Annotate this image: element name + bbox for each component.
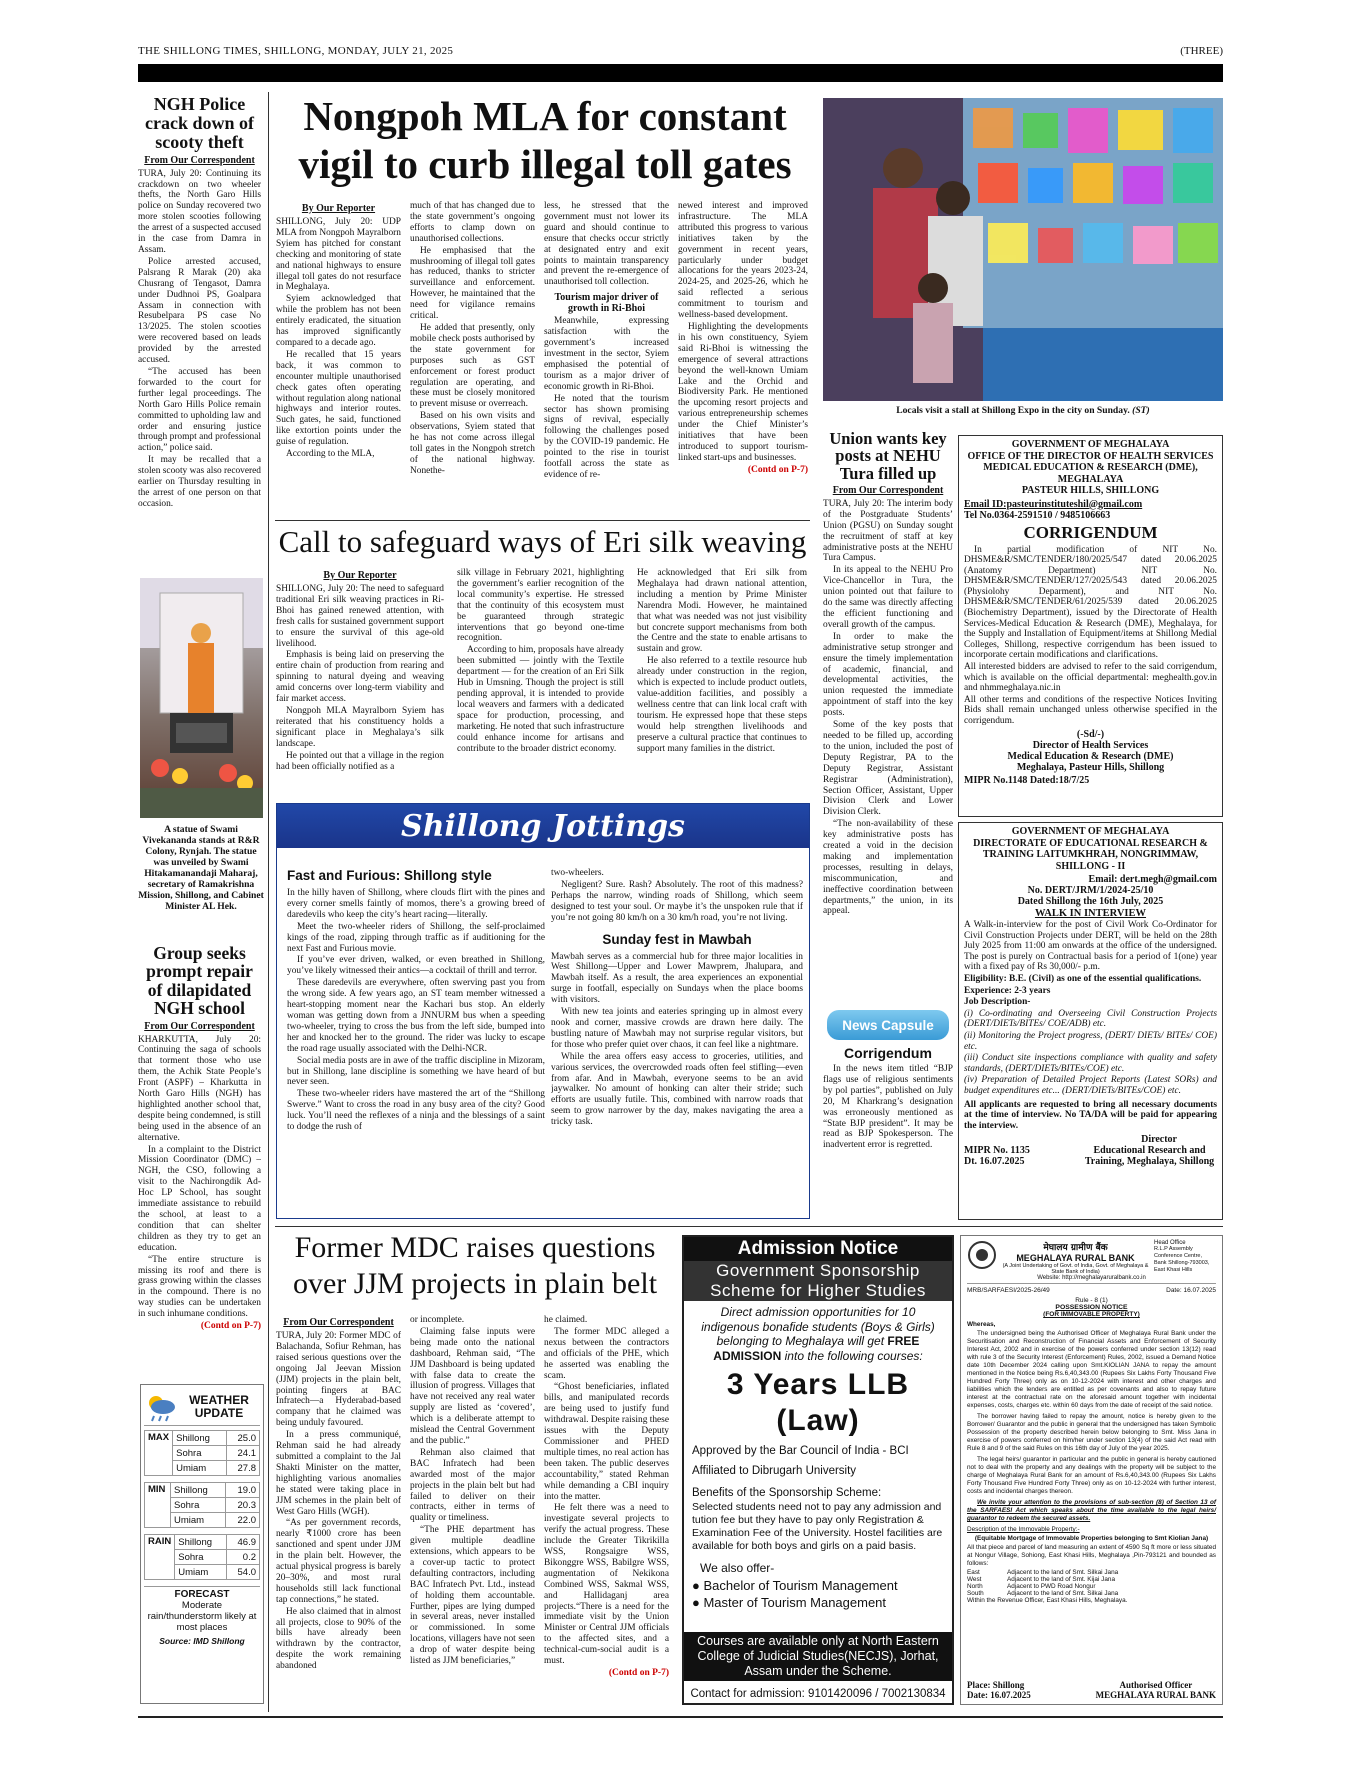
weather-source: Source: IMD Shillong xyxy=(159,1636,245,1646)
paragraph: If you’ve ever driven, walked, or even breathed in Shillong, you’ve likely witnessed their antics—a cocktail of thrill and terror. xyxy=(287,955,545,977)
nehu-byline: From Our Correspondent xyxy=(832,484,944,496)
admission-footer: Courses are available only at North Eastern College of Judicial Studies(NECJS), Jorhat, Assam under the Scheme. xyxy=(684,1632,952,1681)
mrb-para: The legal heirs/ guarantor in particular and the public in general is hereby cautioned not to deal with the property and any dealings with the property will be subject to the charge of Meghalaya Rural Bank for an amount of Rs.6,40,343.00 (Rupees Six Lakhs Forty Thousand Five Hundred Forty Three) only as on 10-12-2024 with further interest, costs and incidental charges thereon. xyxy=(967,1456,1216,1495)
paragraph: Social media posts are in awe of the traffic discipline in Mizoram, but in Shillong, lane discipline is something we have heard of but never seen. xyxy=(287,1055,545,1088)
paragraph: In its appeal to the NEHU Pro Vice-Chancellor in Tura, the union pointed out that failure to do the same was directly affecting the efficient functioning and overall growth of the campus. xyxy=(823,565,953,630)
dert-eligibility: Eligibility: B.E. (Civil) as one of the essential qualifications. xyxy=(964,973,1202,984)
mdc-byline: From Our Correspondent xyxy=(283,1317,394,1328)
paragraph: Police arrested accused, Palsrang R Marak (20) aka Chusrang of Tengasot, Damra under Dudhnoi PS, Goalpara Assam in connection with Resubelpara PS case No 13/2025. The stolen scooties were recovered based on leads provided by the arrested accused. xyxy=(138,256,261,366)
capsule-title: Corrigendum xyxy=(844,1045,932,1061)
bound-dir: North xyxy=(967,1583,983,1590)
free-admission: FREE ADMISSION xyxy=(713,1334,920,1363)
min-label: MIN xyxy=(145,1483,171,1528)
mrb-ref: MRB/SARFAESI/2025-26/49 xyxy=(967,1287,1050,1294)
bound-dir: South xyxy=(967,1590,984,1597)
dhs-sd: (-Sd/-) xyxy=(1076,728,1105,740)
dhs-signer: Meghalaya, Pasteur Hills, Shillong xyxy=(1016,761,1165,773)
paragraph: TURA, July 20: Continuing its crackdown on two wheeler thefts, the North Garo Hills police on Sunday recovered two more stolen scooties following the arrest of a suspected accused in the case from Damra in Assam. xyxy=(138,168,261,256)
nongpoh-byline: By Our Reporter xyxy=(301,203,376,214)
offer-item: ● Master of Tourism Management xyxy=(692,1595,887,1610)
nongpoh-col-2 xyxy=(410,201,535,513)
mrb-pdate: Date: 16.07.2025 xyxy=(967,1690,1031,1700)
section-divider xyxy=(275,1226,1223,1227)
mrb-para: The undersigned being the Authorised Officer of Meghalaya Rural Bank under the Securitisation and Reconstruction of Financial Assets and Enforcement of Security Interest Act, 2002 and in exercise of the powers conferred under section 13(12) read with rule 3 of the Security Interest (Enforcement) Rules, 2002, issued a Demand Notice date 10th December 2024 calling upon Smt.KIOLIAN JANA to repay the amount mentioned in the Notice being Rs.6,40,343.00 (Rupees Six Lakhs Forty Thousand Five Hundred Forty Three) only as on 10-12-2024 with interest and other charges and liabilities which the lenders are entitled as per covenants and also to repay future interest at the contractual rate on the aforesaid amount together with incidental expenses, costs, charges etc. within 60 days from the date of receipt of the said notice. xyxy=(967,1330,1216,1409)
mrb-bounds xyxy=(967,1569,1216,1597)
dert-no: No. DERT/JRM/1/2024-25/10 xyxy=(1027,885,1154,896)
value: 24.1 xyxy=(226,1446,259,1461)
paragraph: “As per government records, nearly ₹1000 crore has been sanctioned and spent under JJM in the plain belt. However, the actual physical progress is barely 20–30%, and most rural households still lack functional tap connections,” he stated. xyxy=(276,1518,401,1605)
bound-row xyxy=(967,1569,1216,1576)
paragraph: The former MDC alleged a nexus between the contractors and officials of the PHE, which he asserted was enabling the scam. xyxy=(544,1326,669,1381)
fast-furious-col-2 xyxy=(551,868,803,1213)
paragraph: Rehman also claimed that BAC Infratech had been awarded most of the major projects in the plain belt but had failed to deliver on their contracts, either in terms of quality or timeliness. xyxy=(410,1447,535,1524)
bound-row xyxy=(967,1583,1216,1590)
bound-dir: East xyxy=(967,1569,980,1576)
nongpoh-headline-text: Nongpoh MLA for constant vigil to curb illegal toll gates xyxy=(298,93,792,187)
admission-notice xyxy=(682,1235,954,1705)
dhs-body-2: All interested bidders are advised to refer to the said corrigendum, which is available on the official departmental: meghealth.gov.in and nhmmeghalaya.nic.in xyxy=(964,662,1217,694)
paragraph: With new tea joints and eateries springing up in almost every nook and corner, massive crowds are drawn here daily. The bustling nature of Mawbah may not surprise regular visitors, but for those who prefer quiet over chaos, it can feel like a nightmare. xyxy=(551,1007,803,1050)
dert-job-description: Job Description- xyxy=(964,997,1031,1008)
dert-experience: Experience: 2-3 years xyxy=(964,985,1051,996)
mrb-auth: Authorised Officer xyxy=(1119,1680,1193,1690)
dert-duty: (ii) Monitoring the Project progress, (DERT/ DIETs/ BITEs/ COE) etc. xyxy=(964,1030,1217,1052)
paragraph: SHILLONG, July 20: The need to safeguard traditional Eri silk weaving practices in Ri-Bhoi has gained renewed attention, with fresh calls for sustained government support to ensure the survival of this age-old livelihood. xyxy=(276,584,444,649)
weather-cloud-icon xyxy=(144,1391,178,1423)
expo-credit: (ST) xyxy=(1132,405,1150,416)
value: 27.8 xyxy=(226,1461,259,1476)
eri-col-3 xyxy=(637,568,807,794)
paragraph: In order to make the administrative setup stronger and ensure the timely implementation of academic, financial, and developmental activities, the union requested the immediate appointment of staff into the key posts. xyxy=(823,631,953,719)
dert-duty: (iii) Conduct site inspections compliance with quality and safety standards, (DERT/DIETs/BITEs/COE) etc. xyxy=(964,1053,1217,1074)
weather-header xyxy=(144,1388,260,1426)
dert-mipr: MIPR No. 1135 xyxy=(964,1145,1030,1157)
value: 19.0 xyxy=(225,1483,259,1498)
rain-label: RAIN xyxy=(145,1535,175,1580)
admission-sub1: Government Sponsorship xyxy=(684,1261,952,1281)
news-capsule-badge xyxy=(827,1010,949,1040)
expo-illustration xyxy=(823,98,1223,401)
dhs-line: GOVERNMENT OF MEGHALAYA xyxy=(1011,439,1170,450)
masthead xyxy=(138,44,1223,62)
paragraph: Nongpoh MLA Mayralborn Syiem has reiterated that his constituency holds a significant place in Meghalaya’s silk landscape. xyxy=(276,705,444,749)
bank-address: R.L.P Assembly Conference Centre, Bank Shillong-793003, East Khasi Hills xyxy=(1154,1246,1210,1273)
nongpoh-col-4 xyxy=(678,201,808,513)
weather-title: WEATHER UPDATE xyxy=(189,1392,249,1420)
dert-signer: Director xyxy=(1141,1134,1177,1146)
benefits-text: Selected students need not to pay any admission and tution fee but they have to pay only Registration & Examination Fee of the University. Hostel facilities are available for both boys and girls on a paid basis. xyxy=(692,1501,943,1552)
place: Shillong xyxy=(175,1535,227,1550)
paragraph: These daredevils are everywhere, often swerving past you from the wrong side. A few years ago, an ST team member witnessed a heart-stopping moment near the Kachari bus stop. An elderly woman was getting down from a JNNURM bus when a speeding two-wheeler, trying to cross the bus from the left side, bumped into her and knocked her to the ground. The rider was lucky to escape the road rage usually associated with the Delhi-NCR. xyxy=(287,978,545,1054)
affiliation-text: Affiliated to Dibrugarh University xyxy=(692,1465,857,1477)
page-number: (THREE) xyxy=(1180,45,1223,57)
mrb-ref-row xyxy=(967,1287,1216,1294)
paragraph: These two-wheeler riders have mastered the art of the “Shillong Swerve.” Want to cross the road in any busy area of the city? Good luck. You’ll need the reflexes of a ninja and the blessings of a saint to dodge the rush of xyxy=(287,1089,545,1133)
eri-divider xyxy=(275,520,810,521)
paragraph: TURA, July 20: The interim body of the Postgraduate Students’ Union (PGSU) on Sunday sought the recruitment of staff at key administrative posts at the NEHU Tura Campus. xyxy=(823,498,953,564)
ngh-police-byline: From Our Correspondent xyxy=(144,154,255,166)
admission-contact: Contact for admission: 9101420096 / 7002130834 xyxy=(690,1688,946,1700)
place: Umiam xyxy=(173,1461,226,1476)
paragraph: According to him, proposals have already been submitted — jointly with the Textile department — for the creation of an Eri Silk Hub in Umsning. Though the project is still pending approval, it is intended to provide local weavers and farmers with a dedicated space for production, processing, and marketing. He noted that such infrastructure could enhance income for artisans and contribute to the broader district economy. xyxy=(457,645,624,754)
dert-note: All applicants are requested to bring all necessary documents at the time of interview. No TA/DA will be paid for appearing the interview. xyxy=(964,1099,1217,1131)
nongpoh-headline xyxy=(275,92,815,192)
eri-col-1 xyxy=(276,568,444,794)
mrb-auth-bank: MEGHALAYA RURAL BANK xyxy=(1095,1690,1216,1700)
mrb-within: Within the Revenue Officer, East Khasi Hills, Meghalaya. xyxy=(967,1597,1128,1604)
mrb-title-2: (FOR IMMOVABLE PROPERTY) xyxy=(1043,1311,1140,1318)
bound-desc: Adjacent to the land of Smt. Silkai Jana xyxy=(1007,1590,1119,1597)
bank-website: Website: http://meghalayaruralbank.co.in xyxy=(967,1275,1216,1284)
mrb-attention: We invite your attention to the provisions of sub-section (8) of Section 13 of the SARFAESI Act which speaks about the time available to the legal heirs/ guarantor to redeem the secured assets. xyxy=(967,1499,1216,1522)
paragraph: Syiem acknowledged that while the problem has not been entirely eradicated, the situation has improved significantly compared to a decade ago. xyxy=(276,294,401,348)
admission-title: Admission Notice xyxy=(684,1237,952,1261)
bound-desc: Adjacent to PWD Road Nongur xyxy=(1007,1583,1096,1590)
weather-rain-table xyxy=(144,1534,260,1580)
offer-item-label: Bachelor of Tourism Management xyxy=(703,1578,898,1593)
dert-email: Email: dert.megh@gmail.com xyxy=(1088,874,1217,885)
bank-tagline: (A Joint Undertaking of Govt. of India, Govt. of Meghalaya & State Bank of India) xyxy=(1002,1263,1149,1275)
bound-row xyxy=(967,1576,1216,1583)
group-seeks-article xyxy=(138,944,261,1376)
paragraph: SHILLONG, July 20: UDP MLA from Nongpoh Mayralborn Syiem has pitched for constant checking and monitoring of state and national highways to ensure illegal toll gates do not resurface in Meghalaya. xyxy=(276,217,401,293)
paragraph: or incomplete. xyxy=(410,1315,465,1325)
news-capsule-label: News Capsule xyxy=(842,1017,934,1033)
mdc-headline xyxy=(275,1230,675,1308)
paragraph: Negligent? Sure. Rash? Absolutely. The root of this madness? Perhaps the narrow, winding roads of Shillong, which seem designed to test your soul. Or maybe it’s the unspoken rule that if you’re not going 80 km/h on a 30 km/h road, you’re not living. xyxy=(551,879,803,923)
dhs-signer: Medical Education & Research (DME) xyxy=(1007,750,1174,762)
offer-item: ● Bachelor of Tourism Management xyxy=(692,1578,898,1593)
admission-sub2: Scheme for Higher Studies xyxy=(684,1281,952,1301)
bound-desc: Adjacent to the land of Smt. Kijai Jana xyxy=(1007,1576,1115,1583)
place: Sohra xyxy=(175,1550,227,1565)
paragraph: Based on his own visits and observations, Syiem stated that he has not come across illegal toll gates in the Nongpoh stretch of the national highway. Nonethe- xyxy=(410,411,535,476)
paragraph: “The PHE department has given multiple deadline extensions, which appears to be a cover-up tactic to protect defaulting contractors, including BAC Infratech Pvt. Ltd., instead of holding them accountable. Further, pipes are lying dumped in several areas, never installed or commissioned. In some locations, villagers have not seen a drop of water despite being listed as JJM beneficiaries,” xyxy=(410,1525,535,1667)
weather-box xyxy=(140,1384,264,1704)
benefits-title: Benefits of the Sponsorship Scheme: xyxy=(692,1487,882,1499)
expo-caption-text: Locals visit a stall at Shillong Expo in the city on Sunday. xyxy=(896,405,1130,416)
paragraph: He added that presently, only mobile check posts authorised by the state government for purposes such as GST enforcement or forest product regulation are operating, and these must be closely monitored to prevent misuse or overreach. xyxy=(410,322,535,410)
dhs-line: PASTEUR HILLS, SHILLONG xyxy=(1021,485,1160,496)
table-row xyxy=(145,1483,260,1498)
mrb-date: Date: 16.07.2025 xyxy=(1166,1287,1216,1294)
place: Shillong xyxy=(171,1483,226,1498)
masthead-title: THE SHILLONG TIMES, SHILLONG, MONDAY, JULY 21, 2025 xyxy=(138,45,454,57)
paragraph: TURA, July 20: Former MDC of Balachanda, Sofiur Rehman, has raised serious questions over the ongoing Jal Jeevan Mission (JJM) projects in the plain belt, pointing fingers at BAC Infratech—a Hyderabad-based company that he claimed was being unduly favoured. xyxy=(276,1331,401,1429)
paragraph: While the area offers easy access to groceries, utilities, and various services, the overcrowded roads often feel stifling—even from afar. And in Mawbah, everyone seems to be an avid jaywalker. No amount of honking can alter their stride; such efforts are usually futile. This, combined with narrow roads that seem to grow narrower by the day, makes navigating the area a tricky task. xyxy=(551,1051,803,1128)
bound-desc: Adjacent to the land of Smt. Silkai Jana xyxy=(1007,1569,1119,1576)
mdc-headline-text: Former MDC raises questions over JJM projects in plain belt xyxy=(292,1231,658,1300)
paragraph: Mawbah serves as a commercial hub for three major localities in West Shillong—Upper and Lower Mawprem, Jhalupara, and Mawbah itself. As a result, the area experiences an exponential surge in footfall, especially on Sundays when the place booms with visitors. xyxy=(551,951,803,1006)
paragraph: He also referred to a textile resource hub already under construction in the region, which is expected to include product outlets, value-addition facilities, and possibly a wellness centre that can link local craft with tourism. He expressed hope that these steps would help strengthen livelihoods and preserve a cultural practice that continues to support many families in the district. xyxy=(637,656,807,754)
place: Umiam xyxy=(171,1513,226,1528)
table-row xyxy=(145,1535,260,1550)
mrb-title: POSSESSION NOTICE xyxy=(1055,1304,1128,1311)
bank-logo-icon xyxy=(967,1240,997,1270)
dert-footer xyxy=(964,1145,1217,1167)
eri-byline: By Our Reporter xyxy=(323,570,397,581)
column-divider xyxy=(268,92,269,1712)
dhs-line: OFFICE OF THE DIRECTOR OF HEALTH SERVICES MEDICAL EDUCATION & RESEARCH (DME), MEGHALAYA xyxy=(967,450,1214,485)
group-seeks-headline: Group seeks prompt repair of dilapidated NGH school xyxy=(146,944,253,1019)
forecast-label: FORECAST xyxy=(144,1586,260,1600)
free-admission-2: into the following courses: xyxy=(784,1348,923,1363)
paragraph: He recalled that 15 years back, it was common to encounter multiple unauthorised check gates often operating without regulation along national highways and interior routes. Such gates, he said, functioned like extortion points under the guise of regulation. xyxy=(276,349,401,448)
mdc-col-1 xyxy=(276,1315,401,1707)
paragraph: “Ghost beneficiaries, inflated bills, and manipulated records are being used to justify fund withdrawal. Despite raising these issues with the Deputy Commissioner and PHED multiple times, no real action has been taken. The public deserves accountability,” stated Rehman while demanding a CBI inquiry into the matter. xyxy=(544,1382,669,1502)
capsule-text: In the news item titled “BJP flags use of religious sentiments by pol parties”, published on July 20, M Kharkrang’s designation was erroneously mentioned as “State BJP president”. It may be read as BJP Spokesperson. The inadvertent error is regretted. xyxy=(823,1064,953,1151)
paragraph: “The entire structure is missing its roof and there is grass growing within the classes in the compound. There is no way studies can be undertaken in such inhumane conditions. xyxy=(138,1254,261,1320)
paragraph: He also claimed that in almost all projects, close to 90% of the bills have already been withdrawn by the contractor, despite the work remaining abandoned xyxy=(276,1606,401,1672)
jottings-box xyxy=(276,803,810,1219)
mrb-rule: Rule - 8 (1) xyxy=(1075,1297,1108,1304)
dert-body: A Walk-in-interview for the post of Civil Work Co-Ordinator for Civil Construction Projects under DERT, will be held on the 28th July 2025 from 11:00 am onwards at the office of the undersigned. The post is purely on Contractual basis for a period of 1(one) year with a fixed pay of Rs 30,000/- p.m. xyxy=(964,920,1217,973)
fast-furious-title: Fast and Furious: Shillong style xyxy=(287,868,492,883)
mrb-property: All that piece and parcel of land measuring an extent of 4590 Sq ft more or less situated at Nongur Village, Sohiong, East Khasi Hills, Meghalaya ,Pin-793121 and bounded as follows: xyxy=(967,1544,1216,1567)
dert-line: DIRECTORATE OF EDUCATIONAL RESEARCH & TRAINING LAITUMKHRAH, NONGRIMMAW, SHILLONG - II xyxy=(973,837,1208,872)
dert-title: WALK IN INTERVIEW xyxy=(1034,908,1147,919)
bank-name: MEGHALAYA RURAL BANK xyxy=(1016,1253,1135,1263)
expo-photo xyxy=(823,98,1223,401)
paragraph: He pointed out that a village in the region had been officially notified as a xyxy=(276,750,444,772)
max-label: MAX xyxy=(145,1431,173,1476)
place: Sohra xyxy=(173,1446,226,1461)
dert-dt: Dt. 16.07.2025 xyxy=(964,1156,1025,1168)
table-row xyxy=(145,1431,260,1446)
nongpoh-col-3 xyxy=(544,201,669,513)
mdc-col-2 xyxy=(410,1315,535,1707)
paragraph: Meet the two-wheeler riders of Shillong, the self-proclaimed kings of the road, zipping through traffic as if auditioning for the next Fast and Furious movie. xyxy=(287,921,545,954)
weather-max-table xyxy=(144,1430,260,1476)
paragraph: Claiming false inputs were being made onto the national dashboard, Rehman said, “The JJM Dashboard is being updated with false data to create the illusion of progress. Villages that have not received any real water supply are listed as ‘covered’, which is a deliberate attempt to mislead the Central Government and the public.” xyxy=(410,1326,535,1446)
value: 25.0 xyxy=(226,1431,259,1446)
paragraph: much of that has changed due to the state government’s ongoing efforts to clamp down on unauthorised collections. xyxy=(410,201,535,244)
expo-caption xyxy=(823,405,1223,419)
dert-dated: Dated Shillong the 16th July, 2025 xyxy=(1017,896,1164,907)
dhs-email: Email ID:pasteurinstituteshil@gmail.com xyxy=(964,498,1143,510)
nehu-article xyxy=(823,430,953,1000)
dhs-title: CORRIGENDUM xyxy=(1023,522,1158,542)
paragraph: newed interest and improved infrastructure. The MLA attributed this progress to various initiatives taken by the government in recent years, particularly under budget allocations for the years 2023-24, 2024-25, and 2025-26, which he said reflected a serious commitment to tourism and wellness-based development. xyxy=(678,201,808,321)
contd-link[interactable]: (Contd on P-7) xyxy=(608,1668,669,1678)
paragraph: He acknowledged that Eri silk from Meghalaya had drawn national attention, including a mention by Prime Minister Narendra Modi. However, he maintained that what was needed was not just visibility but concrete support mechanisms from both the Centre and the state to enable artisans to sustain and grow. xyxy=(637,568,807,655)
dert-walk-in-notice xyxy=(958,822,1223,1220)
eri-headline xyxy=(275,523,810,563)
approved-text: Approved by the Bar Council of India - BCI xyxy=(692,1445,909,1457)
bound-row xyxy=(967,1590,1216,1597)
page-bottom-rule xyxy=(138,1716,1223,1718)
paragraph: In the hilly haven of Shillong, where clouds flirt with the pines and every corner smells faintly of momos, there’s a growing breed of daredevils who keep the city’s heart racing—literally. xyxy=(287,888,545,920)
admission-intro xyxy=(684,1301,952,1367)
dhs-body: In partial modification of NIT No. DHSME&R/SMC/TENDER/180/2025/547 dated 20.06.2025 (Anatomy Department) NIT No. DHSME&R/SMC/TENDER/127/2025/543 dated 20.06.2025 (Physiolohy Deparment), and NIT No. DHSME&R/SMC/TENDER/61/2025/539 dated 20.06.2025 (Biochemistry Department), issued by the Directorate of Health Services-Medical Education & Research (DME), Meghalaya, for the Supply and Installation of Equipment/items at Shillong Medial Colleges, Shillong, respective corrigendum has been issued to incorporate certain modifications and clarifications. xyxy=(964,544,1217,661)
paragraph: “The accused has been forwarded to the court for further legal proceedings. The North Garo Hills Police remain committed to upholding law and order and ensuring justice through prompt and professional action,” police said. xyxy=(138,366,261,454)
paragraph: It may be recalled that a stolen scooty was also recovered earlier on Thursday resulting in the arrest of one person on that occasion. xyxy=(138,455,261,509)
forecast-text: Moderate rain/thunderstorm likely at most places xyxy=(147,1600,257,1633)
paragraph: Highlighting the developments in his own constituency, Syiem said Ri-Bhoi is witnessing the emergence of several attractions beyond the well-known Umiam Lake and the Orchid and Biodiversity Park. He mentioned the upcoming resort projects and various entrepreneurship schemes under the Chief Minister’s initiatives that have been introduced to support tourism-linked start-ups and businesses. xyxy=(678,321,808,463)
statue-caption-text: A statue of Swami Vivekananda stands at R&R Colony, Rynjah. The statue was unveiled by Swami Hitakamanandaji Maharaj, secretary of Ramakrishna Mission, Shillong, and Cabinet Minister AL Hek. xyxy=(138,824,264,912)
paragraph: Meanwhile, expressing satisfaction with the government’s increased investment in the sector, Syiem emphasised the potential of tourism as a major driver of economic growth in Ri-Bhoi. xyxy=(544,316,669,392)
paragraph: He felt there was a need to investigate several projects to verify the actual progress. These include the Greater Tikrikilla WSS, Rongsaigre WSS, Bikonggre WSS, Babilgre WSS, augmentation of Nekikona Combined WSS, Sakmal WSS, and Hallidaganj area projects.“There is a need for the immediate visit by the Union Minister or Central JJM officials to the affected sites, and a technical-cum-social audit is a must. xyxy=(544,1503,669,1667)
ngh-police-headline: NGH Police crack down of scooty theft xyxy=(145,95,254,152)
dhs-signer: Director of Health Services xyxy=(1032,739,1149,751)
paragraph: less, he stressed that the government must not lower its guard and should continue to ensure that checks occur strictly at designated entry and exit points to maintain transparency and prevent the re-emergence of unauthorised toll collection. xyxy=(544,201,669,288)
contd-link[interactable]: (Contd on P-7) xyxy=(747,464,808,475)
bank-head-office: Head Office xyxy=(1154,1240,1186,1246)
paragraph: In a complaint to the District Mission Coordinator (DMC) – NGH, the CSO, following a visit to the Nachirongdik Ad-Hoc LP School, has sought immediate assistance to rebuild the school, at least to a condition that can shelter children as they try to get an education. xyxy=(138,1144,261,1253)
mdc-col-3 xyxy=(544,1315,669,1707)
place: Shillong xyxy=(173,1431,226,1446)
bank-hindi-name: मेघालय ग्रामीण बैंक xyxy=(1043,1243,1108,1253)
paragraph: In a press communiqué, Rehman said he had already submitted a complaint to the Jal Shakti Minister on the matter, highlighting various anomalies he stated were taking place in JJM schemes in the plain belt of West Garo Hills (WGH). xyxy=(276,1430,401,1517)
value: 54.0 xyxy=(227,1565,260,1580)
dhs-corrigendum-notice xyxy=(958,435,1223,817)
admission-intro-text: Direct admission opportunities for 10 indigenous bonafide students (Boys & Girls) belonging to Meghalaya will get xyxy=(701,1305,935,1348)
dhs-tel: Tel No.0364-2591510 / 9485106663 xyxy=(964,509,1111,521)
dert-line: GOVERNMENT OF MEGHALAYA xyxy=(1011,826,1170,837)
masthead-bar xyxy=(138,64,1223,82)
mrb-place: Place: Shillong xyxy=(967,1680,1025,1690)
paragraph: He emphasised that the mushrooming of illegal toll gates has reduced, thanks to stricter surveillance and enforcement. However, he maintained that the need for vigilance remains critical. xyxy=(410,245,535,322)
dert-duty: (i) Co-ordinating and Overseeing Civil Construction Projects (DERT/DIETs/BITEs/ COE/ADB) etc. xyxy=(964,1008,1217,1030)
eri-headline-text: Call to safeguard ways of Eri silk weaving xyxy=(278,524,807,559)
value: 0.2 xyxy=(227,1550,260,1565)
paragraph: He noted that the tourism sector has shown promising signs of revival, especially following the challenges posed by the COVID-19 pandemic. He pointed to the rise in tourist footfall across the state as evidence of re- xyxy=(544,393,669,480)
statue-caption xyxy=(138,824,264,920)
paragraph: KHARKUTTA, July 20: Continuing the saga of schools that torment those who use them, the Achik State People’s Front (ASPF) – Kharkutta in North Garo Hills (NGH) has highlighted another school that, despite being condemned, is still being used in the absence of an alternative. xyxy=(138,1034,261,1143)
mrb-para: The borrower having failed to repay the amount, notice is hereby given to the Borrower/ Guarantor and the public in general that the undersigned has taken Symbolic Possession of the property described herein below belonging to Smt. Miss Jana in exercise of powers conferred on him/her under section 13(4) of the said Act read with Rule 8 and 9 of the said Rules on this 16th day of July of the year 2025. xyxy=(967,1413,1216,1452)
nongpoh-subhead: Tourism major driver of growth in Ri-Bhoi xyxy=(554,292,659,315)
ngh-police-article xyxy=(138,95,261,555)
statue-illustration xyxy=(140,578,263,818)
value: 22.0 xyxy=(225,1513,259,1528)
mrb-equitable: (Equitable Mortgage of Immovable Properties belonging to Smt Kiolian Jana) xyxy=(974,1535,1209,1542)
place: Sohra xyxy=(171,1498,226,1513)
nongpoh-col-1 xyxy=(276,201,401,513)
jottings-banner-text: Shillong Jottings xyxy=(401,808,685,844)
paragraph: Emphasis is being laid on preserving the entire chain of production from rearing and spinning to natural dyeing and weaving amid concerns over long-term viability and fair market access. xyxy=(276,650,444,705)
dert-office: Educational Research and Training, Meghalaya, Shillong xyxy=(1084,1145,1215,1168)
mrb-header xyxy=(967,1240,1216,1275)
mrb-whereas: Whereas, xyxy=(967,1321,996,1328)
bound-dir: West xyxy=(967,1576,982,1583)
mrb-footer xyxy=(967,1680,1216,1700)
weather-min-table xyxy=(144,1482,260,1528)
course-title: 3 Years LLB (Law) xyxy=(726,1368,910,1437)
paragraph: Some of the key posts that needed to be filled up, according to the union, included the post of Deputy Registrar, PA to the Deputy Registrar, Assistant Registrar (Administration), Section Officer, Assistant, Upper Division Clerk and Lower Division Clerk. xyxy=(823,720,953,818)
sunday-fest-title: Sunday fest in Mawbah xyxy=(602,931,752,947)
fast-furious-col-1 xyxy=(287,868,545,1213)
value: 20.3 xyxy=(225,1498,259,1513)
mrb-possession-notice xyxy=(960,1235,1223,1705)
statue-photo xyxy=(140,578,263,818)
nehu-headline: Union wants key posts at NEHU Tura filled up xyxy=(829,430,947,483)
jottings-banner xyxy=(277,804,809,848)
group-seeks-byline: From Our Correspondent xyxy=(144,1020,255,1032)
contd-link[interactable]: (Contd on P-7) xyxy=(200,1321,261,1332)
paragraph: he claimed. xyxy=(544,1315,588,1325)
value: 46.9 xyxy=(227,1535,260,1550)
dhs-body-3: All other terms and conditions of the respective Notices Inviting Bids shall remain unchanged unless otherwise specified in the corrigendum. xyxy=(964,694,1217,726)
dhs-mipr: MIPR No.1148 Dated:18/7/25 xyxy=(964,774,1090,786)
paragraph: According to the MLA, xyxy=(286,449,375,460)
eri-col-2 xyxy=(457,568,624,794)
news-capsule xyxy=(823,1010,953,1220)
paragraph: “The non-availability of these key administrative posts has created a void in the decision making and implementation processes, resulting in delays, miscommunication, and ineffective coordination between departments,” the union, in its appeal. xyxy=(823,819,953,917)
dert-duty: (iv) Preparation of Detailed Project Reports (Latest SORs) and budget expenditures etc... (DERT/DIETs/BITEs/COE) etc. xyxy=(964,1075,1217,1096)
mrb-desc: Description of the Immovable Property:- xyxy=(967,1526,1080,1533)
paragraph: silk village in February 2021, highlighting the government’s earlier recognition of the local community’s expertise. He stressed that the continuity of this ecosystem must be guaranteed through strategic interventions that go beyond one-time recognition. xyxy=(457,568,624,644)
offer-item-label: Master of Tourism Management xyxy=(703,1595,887,1610)
paragraph: two-wheelers. xyxy=(551,868,604,878)
place: Umiam xyxy=(175,1565,227,1580)
also-offer: We also offer- xyxy=(700,1561,775,1575)
